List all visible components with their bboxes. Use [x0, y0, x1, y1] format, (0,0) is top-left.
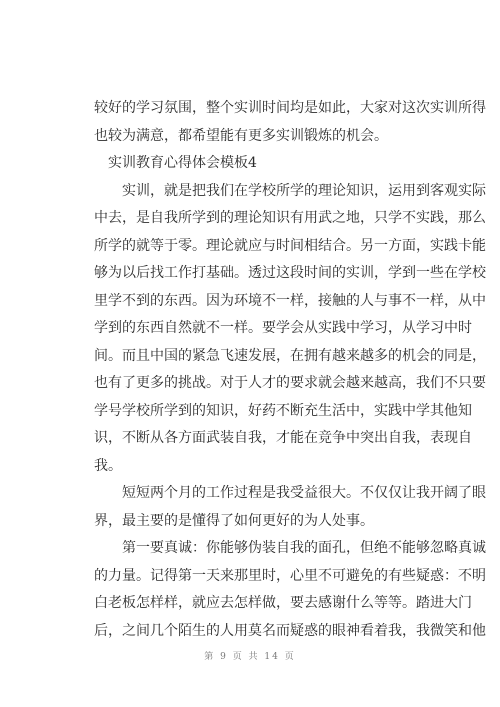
text-line: 后，之间几个陌生的人用莫名而疑惑的眼神看着我，我微笑和他 — [94, 622, 486, 639]
text-line: 也较为满意，都希望能有更多实训锻炼的机会。 — [94, 127, 388, 144]
text-line: 间。而且中国的紧急飞速发展，在拥有越来越多的机会的同是， — [94, 347, 486, 364]
document-body — [94, 95, 486, 645]
page-number-footer: 第 9 页 共 14 页 — [204, 652, 296, 662]
text-line: 第一要真诚：你能够伪装自我的面孔，但绝不能够忽略真诚 — [122, 540, 486, 556]
text-line: 也有了更多的挑战。对于人才的要求就会越来越高，我们不只要 — [94, 375, 486, 391]
text-line: 白老板怎样样，就应去怎样做，要去感谢什么等等。踏进大门 — [94, 595, 472, 611]
text-line: 中去，是自我所学到的理论知识有用武之地，只学不实践，那么 — [94, 210, 486, 226]
section-heading: 实训教育心得体会模板4 — [108, 155, 257, 171]
text-line: 所学的就等于零。理论就应与时间相结合。另一方面，实践卡能 — [94, 237, 486, 254]
text-line: 较好的学习氛围，整个实训时间均是如此，大家对这次实训所得 — [94, 100, 486, 116]
text-line: 实训，就是把我们在学校所学的理论知识，运用到客观实际 — [122, 182, 486, 199]
text-line: 的力量。记得第一天来那里时，心里不可避免的有些疑惑：不明 — [94, 567, 486, 584]
text-line: 我。 — [94, 457, 122, 474]
text-line: 够为以后找工作打基础。透过这段时间的实训，学到一些在学校 — [94, 265, 486, 281]
text-line: 学号学校所学到的知识，好药不断充生活中，实践中学其他知 — [94, 402, 472, 419]
text-line: 里学不到的东西。因为环境不一样，接触的人与事不一样，从中 — [94, 292, 486, 309]
text-line: 界，最主要的是懂得了如何更好的为人处事。 — [94, 512, 374, 529]
text-line: 识，不断从各方面武装自我，才能在竞争中突出自我，表现自 — [94, 430, 472, 446]
text-line: 学到的东西自然就不一样。要学会从实践中学习，从学习中时 — [94, 320, 472, 336]
text-line: 短短两个月的工作过程是我受益很大。不仅仅让我开阔了眼 — [122, 485, 486, 501]
